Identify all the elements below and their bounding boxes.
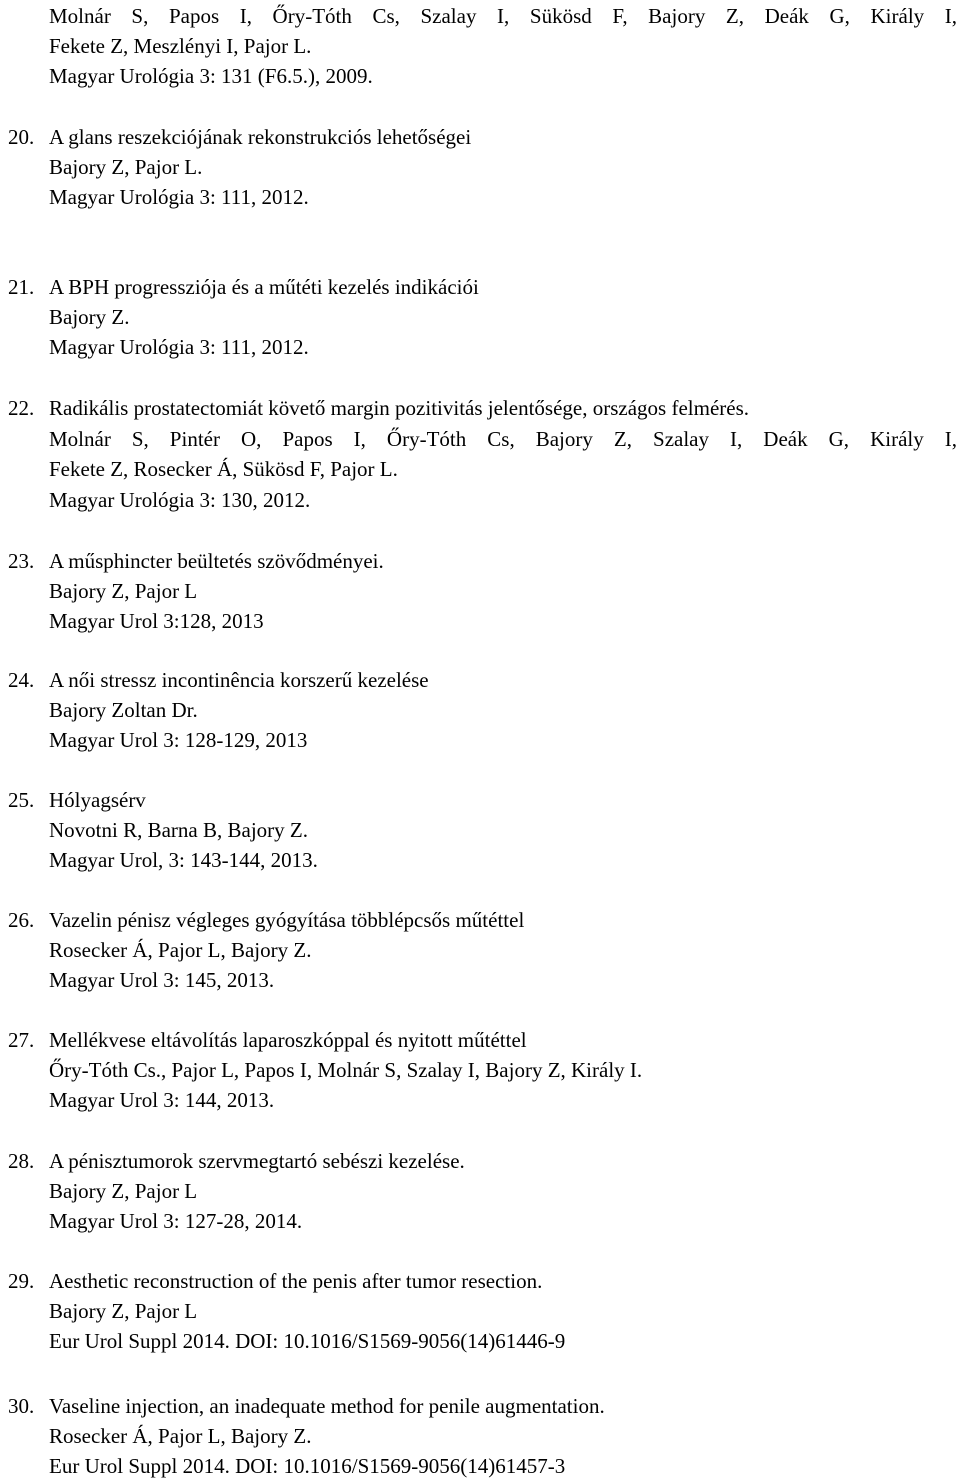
entry-authors: Molnár S, Pintér O, Papos I, Őry-Tóth Cs, Bajory Z, Szalay I, Deák G, Király I, (49, 427, 957, 451)
entry-number: 26. (8, 908, 35, 932)
entry-authors: Bajory Z. (49, 305, 130, 329)
entry-journal: Magyar Urológia 3: 111, 2012. (49, 335, 309, 359)
entry-number: 20. (8, 125, 35, 149)
entry-number: 30. (8, 1394, 35, 1418)
entry-authors: Bajory Z, Pajor L (49, 579, 198, 603)
entry-title: Radikális prostatectomiát követő margin pozitivitás jelentősége, országos felmérés. (49, 396, 750, 420)
entry-title: Aesthetic reconstruction of the penis after tumor resection. (49, 1269, 543, 1293)
entry-authors: Őry-Tóth Cs., Pajor L, Papos I, Molnár S, Szalay I, Bajory Z, Király I. (49, 1058, 643, 1082)
intro-authors-line2: Fekete Z, Meszlényi I, Pajor L. (49, 34, 312, 58)
entry-authors: Rosecker Á, Pajor L, Bajory Z. (49, 1424, 312, 1448)
entry-number: 22. (8, 396, 35, 420)
entry-authors: Bajory Z, Pajor L (49, 1179, 198, 1203)
entry-journal: Eur Urol Suppl 2014. DOI: 10.1016/S1569-9056(14)61446-9 (49, 1329, 566, 1353)
entry-journal: Magyar Urológia 3: 111, 2012. (49, 185, 309, 209)
entry-authors: Novotni R, Barna B, Bajory Z. (49, 818, 308, 842)
entry-journal: Magyar Urológia 3: 130, 2012. (49, 488, 311, 512)
entry-title: Mellékvese eltávolítás laparoszkóppal és nyitott műtéttel (49, 1028, 527, 1052)
entry-number: 28. (8, 1149, 35, 1173)
entry-journal: Magyar Urol 3: 128-129, 2013 (49, 728, 308, 752)
entry-title: A BPH progressziója és a műtéti kezelés indikációi (49, 275, 479, 299)
entry-title: A műsphincter beültetés szövődményei. (49, 549, 384, 573)
entry-journal: Eur Urol Suppl 2014. DOI: 10.1016/S1569-9056(14)61457-3 (49, 1454, 566, 1478)
entry-authors: Bajory Z, Pajor L. (49, 155, 203, 179)
entry-number: 23. (8, 549, 35, 573)
entry-journal: Magyar Urol 3: 145, 2013. (49, 968, 275, 992)
entry-title: Hólyagsérv (49, 788, 146, 812)
entry-journal: Magyar Urol 3: 144, 2013. (49, 1088, 275, 1112)
entry-journal: Magyar Urol 3: 127-28, 2014. (49, 1209, 303, 1233)
entry-number: 25. (8, 788, 35, 812)
entry-authors: Bajory Z, Pajor L (49, 1299, 198, 1323)
entry-number: 27. (8, 1028, 35, 1052)
entry-title: A pénisztumorok szervmegtartó sebészi kezelése. (49, 1149, 465, 1173)
entry-title: Vaseline injection, an inadequate method for penile augmentation. (49, 1394, 605, 1418)
entry-journal: Magyar Urol, 3: 143-144, 2013. (49, 848, 318, 872)
entry-authors-continued: Fekete Z, Rosecker Á, Sükösd F, Pajor L. (49, 457, 398, 481)
intro-authors-line1: Molnár S, Papos I, Őry-Tóth Cs, Szalay I, Sükösd F, Bajory Z, Deák G, Király I, (49, 4, 957, 28)
entry-number: 21. (8, 275, 35, 299)
entry-authors: Bajory Zoltan Dr. (49, 698, 198, 722)
entry-authors: Rosecker Á, Pajor L, Bajory Z. (49, 938, 312, 962)
entry-number: 29. (8, 1269, 35, 1293)
entry-number: 24. (8, 668, 35, 692)
entry-title: A női stressz incontinência korszerű kezelése (49, 668, 429, 692)
entry-title: Vazelin pénisz végleges gyógyítása többlépcsős műtéttel (49, 908, 525, 932)
entry-journal: Magyar Urol 3:128, 2013 (49, 609, 264, 633)
entry-title: A glans reszekciójának rekonstrukciós lehetőségei (49, 125, 472, 149)
intro-journal: Magyar Urológia 3: 131 (F6.5.), 2009. (49, 64, 373, 88)
